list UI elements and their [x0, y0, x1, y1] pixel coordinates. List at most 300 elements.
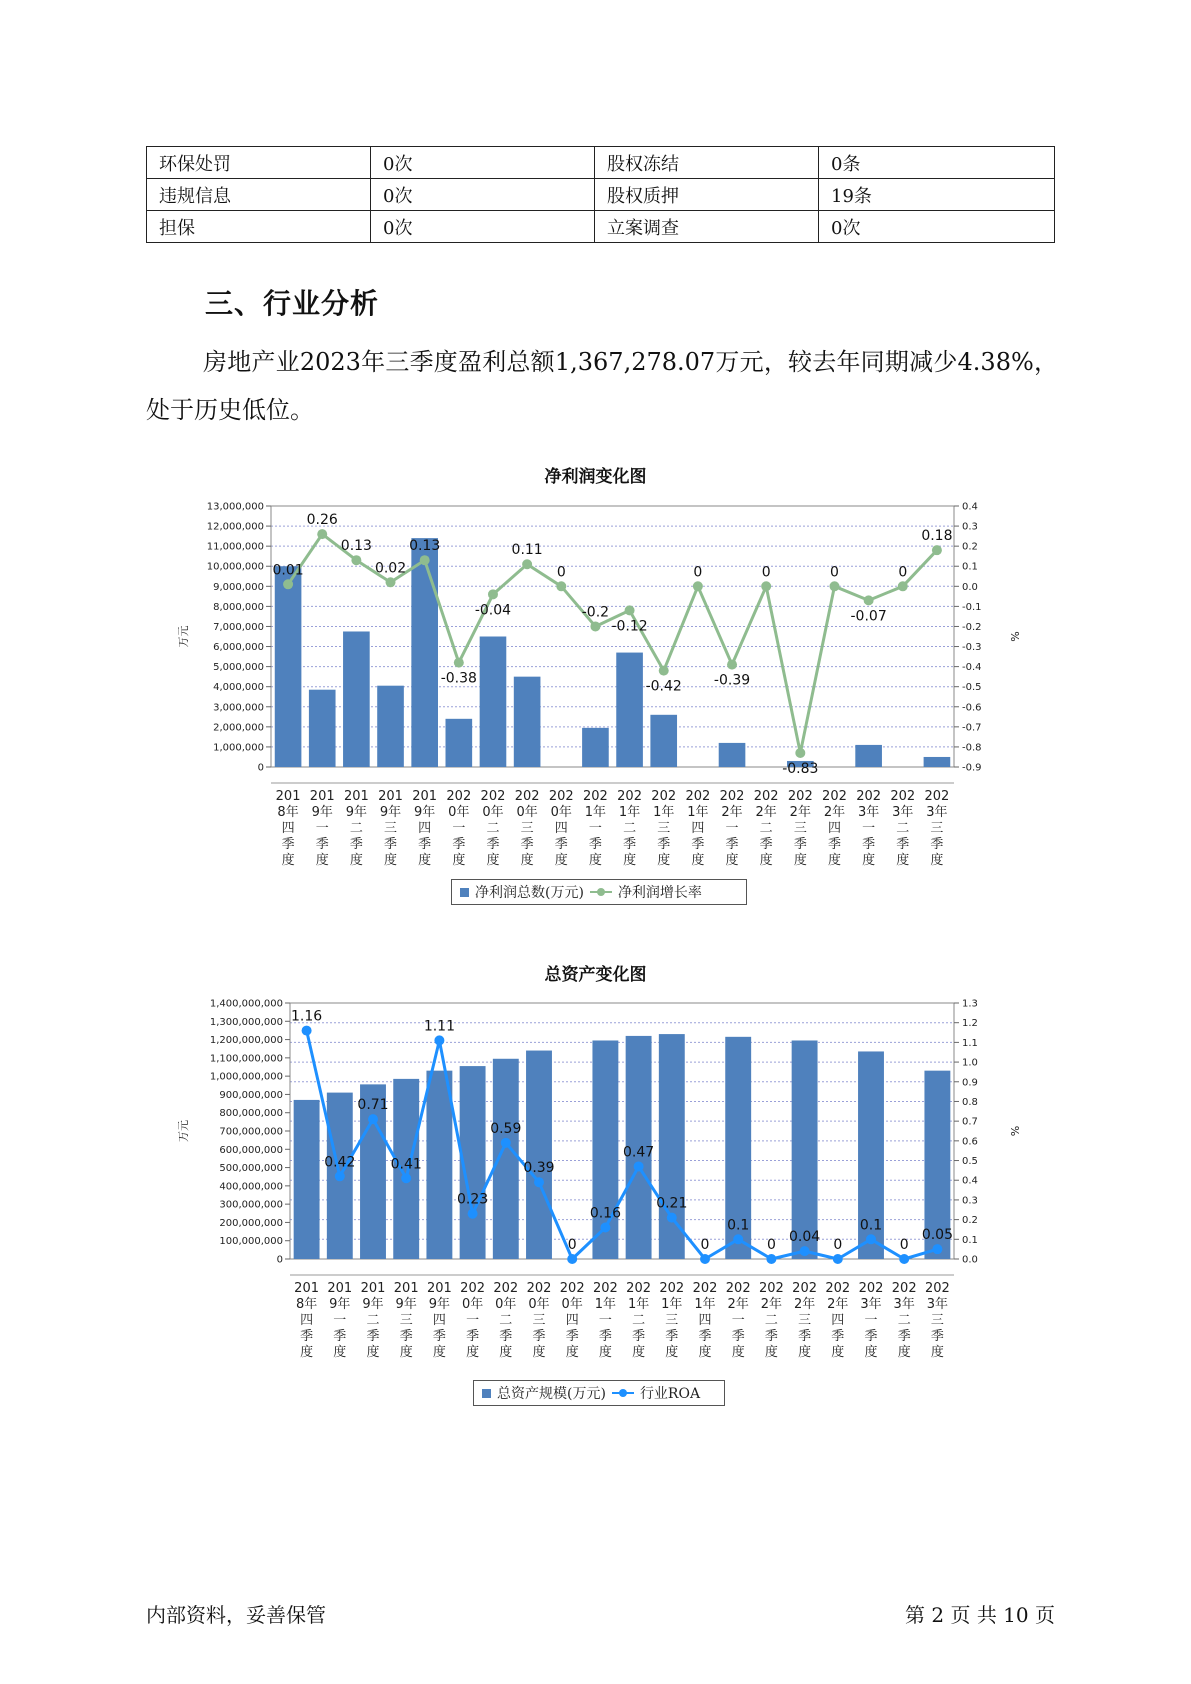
- y2-tick-label: 0.2: [962, 1215, 978, 1227]
- line-point: [368, 1114, 378, 1124]
- x-tick-label: 度: [827, 853, 841, 868]
- legend-bar-swatch: [460, 888, 469, 897]
- y2-tick-label: 1.2: [962, 1018, 978, 1030]
- data-label: 0: [761, 564, 771, 581]
- x-tick-label: 度: [466, 1345, 480, 1360]
- x-tick-label: 201: [378, 789, 403, 804]
- table-row: [147, 179, 1055, 211]
- x-tick-label: 202: [787, 789, 813, 804]
- x-tick-label: 二: [764, 1313, 778, 1328]
- bar: [446, 719, 473, 767]
- bar: [426, 1071, 452, 1259]
- x-tick-label: 度: [432, 1345, 446, 1360]
- data-label: 0.16: [589, 1205, 621, 1222]
- x-tick-label: 季: [657, 837, 671, 852]
- data-label: 0.04: [789, 1229, 821, 1246]
- bar: [659, 1034, 685, 1259]
- x-tick-label: 三: [532, 1313, 546, 1328]
- y2-tick-label: -0.8: [962, 742, 982, 754]
- table-cell: 股权质押: [595, 179, 819, 211]
- line-point: [401, 1173, 411, 1183]
- x-tick-label: 9年: [379, 805, 402, 820]
- data-label: 0.71: [357, 1097, 389, 1114]
- y-tick-label: 2,000,000: [213, 722, 264, 734]
- x-tick-label: 一: [315, 821, 329, 836]
- y-tick-label: 300,000,000: [219, 1199, 283, 1211]
- y2-tick-label: -0.9: [962, 762, 982, 774]
- line-point: [833, 1254, 843, 1264]
- plot-area: [290, 1003, 954, 1259]
- bar: [275, 566, 302, 767]
- line-point: [567, 1254, 577, 1264]
- x-tick-label: 202: [493, 1281, 519, 1296]
- x-tick-label: 度: [930, 853, 944, 868]
- x-tick-label: 季: [698, 1329, 712, 1344]
- y-tick-label: 6,000,000: [213, 642, 264, 654]
- x-tick-label: 季: [632, 1329, 646, 1344]
- x-tick-label: 2年: [823, 805, 846, 820]
- x-tick-label: 一: [588, 821, 602, 836]
- line-point: [932, 1244, 942, 1254]
- x-tick-label: 1年: [661, 1297, 683, 1312]
- x-tick-label: 度: [698, 1345, 712, 1360]
- x-tick-label: 1年: [687, 805, 709, 820]
- x-tick-label: 202: [792, 1281, 818, 1296]
- net-profit-chart: [175, 498, 1035, 878]
- data-label: -0.2: [581, 604, 610, 621]
- bar: [792, 1040, 818, 1259]
- data-label: 0: [567, 1237, 577, 1253]
- legend-line-swatch: [612, 1388, 634, 1398]
- x-tick-label: 2年: [827, 1297, 849, 1312]
- x-tick-label: 202: [617, 789, 642, 804]
- data-label: 0.18: [921, 528, 953, 545]
- y-tick-label: 1,000,000,000: [209, 1071, 283, 1083]
- x-tick-label: 二: [897, 1313, 911, 1328]
- x-tick-label: 0年: [516, 805, 538, 820]
- data-label: 0.42: [324, 1154, 356, 1171]
- x-tick-label: 二: [499, 1313, 513, 1328]
- table-cell: 立案调查: [595, 211, 819, 243]
- x-tick-label: 季: [598, 1329, 612, 1344]
- x-tick-label: 3年: [860, 1297, 882, 1312]
- x-tick-label: 度: [486, 853, 500, 868]
- x-tick-label: 二: [632, 1313, 646, 1328]
- y-tick-label: 10,000,000: [206, 561, 264, 573]
- y-tick-label: 200,000,000: [219, 1217, 283, 1229]
- y2-tick-label: -0.2: [962, 621, 982, 633]
- x-tick-label: 202: [651, 789, 677, 804]
- line-point: [335, 1171, 345, 1181]
- plot-area: [271, 506, 954, 767]
- x-tick-label: 度: [565, 1345, 579, 1360]
- x-tick-label: 三: [657, 821, 671, 836]
- x-tick-label: 2年: [721, 805, 743, 820]
- x-tick-label: 202: [659, 1281, 685, 1296]
- y-tick-label: 4,000,000: [213, 682, 264, 694]
- x-tick-label: 9年: [311, 805, 333, 820]
- x-tick-label: 9年: [329, 1297, 351, 1312]
- data-label: 0.01: [272, 562, 304, 579]
- y2-tick-label: 0.0: [962, 1254, 978, 1266]
- x-tick-label: 季: [418, 837, 432, 852]
- table-cell: 环保处罚: [147, 147, 371, 179]
- data-label: 0.47: [623, 1144, 655, 1161]
- x-tick-label: 三: [930, 821, 944, 836]
- bar: [526, 1051, 552, 1259]
- bar: [343, 631, 370, 767]
- x-tick-label: 季: [300, 1329, 314, 1344]
- line-point: [864, 595, 874, 605]
- y2-tick-label: -0.3: [962, 642, 982, 654]
- x-tick-label: 度: [418, 853, 432, 868]
- x-tick-label: 一: [731, 1313, 745, 1328]
- data-label: -0.83: [782, 760, 819, 777]
- x-tick-label: 202: [548, 789, 574, 804]
- y-tick-label: 700,000,000: [219, 1126, 283, 1138]
- data-label: 0.23: [457, 1191, 489, 1208]
- x-tick-label: 季: [399, 1329, 413, 1344]
- data-label: 0: [700, 1237, 710, 1253]
- line-point: [693, 581, 703, 591]
- x-tick-label: 季: [623, 837, 637, 852]
- y2-tick-label: 0.9: [962, 1077, 978, 1089]
- line-point: [501, 1138, 511, 1148]
- x-tick-label: 202: [685, 789, 711, 804]
- y2-tick-label: -0.1: [962, 601, 982, 613]
- bar: [309, 690, 336, 767]
- x-tick-label: 季: [862, 837, 876, 852]
- line-point: [761, 581, 771, 591]
- x-tick-label: 0年: [495, 1297, 517, 1312]
- x-tick-label: 8年: [277, 805, 299, 820]
- x-tick-label: 202: [825, 1281, 851, 1296]
- x-tick-label: 1年: [627, 1297, 650, 1312]
- line-point: [727, 660, 737, 670]
- x-tick-label: 202: [626, 1281, 652, 1296]
- data-label: 0.11: [511, 542, 543, 559]
- table-cell: 0条: [819, 147, 1055, 179]
- y2-tick-label: 0.0: [962, 581, 978, 593]
- y-tick-label: 500,000,000: [219, 1163, 283, 1175]
- x-tick-label: 202: [559, 1281, 585, 1296]
- x-tick-label: 季: [432, 1329, 446, 1344]
- x-tick-label: 202: [460, 1281, 486, 1296]
- line-point: [386, 577, 396, 587]
- line-point: [454, 658, 464, 668]
- legend-label: 净利润总数(万元): [475, 885, 584, 901]
- data-label: 0.13: [340, 538, 372, 555]
- x-tick-label: 度: [399, 1345, 413, 1360]
- x-tick-label: 季: [827, 837, 841, 852]
- x-tick-label: 201: [275, 789, 301, 804]
- x-tick-label: 季: [565, 1329, 579, 1344]
- net-profit-chart-title: 净利润变化图: [544, 467, 647, 487]
- industry-analysis-paragraph: 房地产业2023年三季度盈利总额1,367,278.07万元，较去年同期减少4.38%，处于历史低位。: [146, 348, 1058, 424]
- x-tick-label: 季: [452, 837, 466, 852]
- x-tick-label: 四: [827, 821, 841, 836]
- line-point: [659, 666, 669, 676]
- x-tick-label: 季: [864, 1329, 878, 1344]
- x-tick-label: 0年: [528, 1297, 550, 1312]
- x-tick-label: 9年: [414, 805, 436, 820]
- bar: [924, 757, 951, 767]
- x-tick-label: 度: [623, 853, 637, 868]
- x-tick-label: 202: [514, 789, 540, 804]
- table-cell: 违规信息: [147, 179, 371, 211]
- x-tick-label: 一: [598, 1313, 612, 1328]
- line-point: [468, 1209, 478, 1219]
- line-point: [600, 1222, 610, 1232]
- x-tick-label: 三: [399, 1313, 413, 1328]
- data-label: 0.39: [523, 1160, 555, 1177]
- data-label: 0: [766, 1237, 776, 1253]
- x-tick-label: 1年: [653, 805, 675, 820]
- x-tick-label: 季: [588, 837, 602, 852]
- line-point: [795, 748, 805, 758]
- x-tick-label: 度: [793, 853, 807, 868]
- x-tick-label: 202: [856, 789, 882, 804]
- x-tick-label: 度: [731, 1345, 745, 1360]
- x-tick-label: 三: [798, 1313, 812, 1328]
- x-tick-label: 一: [466, 1313, 480, 1328]
- x-tick-label: 季: [897, 1329, 911, 1344]
- x-tick-label: 度: [520, 853, 534, 868]
- y-tick-label: 800,000,000: [219, 1108, 283, 1120]
- x-tick-label: 度: [764, 1345, 778, 1360]
- footer-note: 内部资料，妥善保管: [146, 1603, 326, 1627]
- y2-tick-label: 0.7: [962, 1116, 978, 1128]
- bar: [650, 715, 677, 767]
- x-tick-label: 三: [930, 1313, 944, 1328]
- page-number: 第 2 页 共 10 页: [905, 1603, 1055, 1627]
- line-point: [351, 555, 361, 565]
- x-tick-label: 季: [315, 837, 329, 852]
- x-tick-label: 度: [862, 853, 876, 868]
- data-label: 0.26: [306, 512, 338, 529]
- x-tick-label: 0年: [448, 805, 470, 820]
- y2-tick-label: 0.1: [962, 561, 978, 573]
- data-label: 0.13: [409, 538, 441, 555]
- x-tick-label: 季: [665, 1329, 679, 1344]
- x-tick-label: 三: [384, 821, 398, 836]
- x-tick-label: 度: [281, 853, 295, 868]
- x-tick-label: 201: [294, 1281, 320, 1296]
- x-tick-label: 一: [725, 821, 739, 836]
- total-assets-chart-legend: [473, 1380, 725, 1406]
- bar: [377, 686, 404, 767]
- y2-axis-title: %: [1008, 1125, 1021, 1137]
- line-point: [534, 1177, 544, 1187]
- line-point: [522, 559, 532, 569]
- total-assets-chart-title: 总资产变化图: [544, 965, 647, 985]
- line-point: [488, 589, 498, 599]
- x-tick-label: 季: [466, 1329, 480, 1344]
- y2-tick-label: 0.4: [962, 501, 978, 513]
- x-tick-label: 202: [924, 1281, 950, 1296]
- x-tick-label: 2年: [727, 1297, 749, 1312]
- y2-tick-label: 0.3: [962, 1195, 978, 1207]
- data-label: 0.1: [859, 1217, 883, 1234]
- x-tick-label: 度: [315, 853, 329, 868]
- x-tick-label: 9年: [428, 1297, 451, 1312]
- x-tick-label: 度: [554, 853, 568, 868]
- x-tick-label: 四: [281, 821, 295, 836]
- bar: [855, 745, 882, 767]
- x-tick-label: 四: [418, 821, 432, 836]
- x-tick-label: 季: [793, 837, 807, 852]
- data-label: 0: [833, 1237, 843, 1253]
- data-label: 0: [898, 564, 908, 581]
- legend-label: 总资产规模(万元): [497, 1386, 606, 1402]
- x-tick-label: 2年: [793, 1297, 816, 1312]
- x-tick-label: 度: [725, 853, 739, 868]
- y2-tick-label: 1.1: [962, 1037, 978, 1049]
- x-tick-label: 季: [764, 1329, 778, 1344]
- x-tick-label: 度: [759, 853, 773, 868]
- data-label: -0.04: [474, 602, 512, 619]
- x-tick-label: 2年: [755, 805, 777, 820]
- net-profit-chart-legend: [451, 879, 747, 905]
- x-tick-label: 季: [520, 837, 534, 852]
- x-tick-label: 201: [360, 1281, 386, 1296]
- data-label: 0.59: [490, 1120, 522, 1137]
- x-tick-label: 3年: [926, 805, 948, 820]
- x-tick-label: 四: [698, 1313, 712, 1328]
- y-tick-label: 400,000,000: [219, 1181, 283, 1193]
- bar: [582, 728, 609, 767]
- x-tick-label: 0年: [550, 805, 572, 820]
- line-point: [625, 605, 635, 615]
- data-label: 0: [899, 1237, 909, 1253]
- x-tick-label: 度: [598, 1345, 612, 1360]
- y2-tick-label: 0.1: [962, 1234, 978, 1246]
- table-cell: 0次: [371, 211, 595, 243]
- y-tick-label: 1,000,000: [213, 742, 264, 754]
- x-tick-label: 201: [393, 1281, 419, 1296]
- x-tick-label: 202: [719, 789, 745, 804]
- x-tick-label: 一: [333, 1313, 347, 1328]
- x-tick-label: 一: [452, 821, 466, 836]
- x-tick-label: 3年: [893, 1297, 915, 1312]
- bar: [294, 1100, 320, 1259]
- line-point: [932, 545, 942, 555]
- y2-tick-label: 1.3: [962, 998, 978, 1010]
- data-label: -0.42: [645, 678, 682, 695]
- bar: [719, 743, 746, 767]
- data-label: 0.05: [921, 1227, 953, 1244]
- y2-tick-label: 0.2: [962, 541, 978, 553]
- x-tick-label: 季: [930, 1329, 944, 1344]
- x-tick-label: 季: [831, 1329, 845, 1344]
- total-assets-chart: [175, 995, 1035, 1375]
- x-tick-label: 9年: [362, 1297, 384, 1312]
- x-tick-label: 3年: [892, 805, 914, 820]
- y-tick-label: 9,000,000: [213, 581, 264, 593]
- y2-tick-label: -0.4: [962, 662, 982, 674]
- y2-tick-label: 0.3: [962, 521, 978, 533]
- y-tick-label: 7,000,000: [213, 621, 264, 633]
- x-tick-label: 度: [798, 1345, 812, 1360]
- x-tick-label: 201: [327, 1281, 353, 1296]
- x-tick-label: 季: [366, 1329, 380, 1344]
- data-label: 0.21: [656, 1195, 688, 1212]
- y2-tick-label: 0.6: [962, 1136, 978, 1148]
- data-label: 0: [830, 564, 839, 581]
- x-tick-label: 3年: [857, 805, 880, 820]
- x-tick-label: 二: [486, 821, 500, 836]
- x-tick-label: 1年: [694, 1297, 716, 1312]
- x-tick-label: 202: [480, 789, 506, 804]
- x-tick-label: 季: [725, 837, 739, 852]
- x-tick-label: 202: [692, 1281, 718, 1296]
- x-tick-label: 202: [891, 1281, 917, 1296]
- x-tick-label: 201: [412, 789, 438, 804]
- table-cell: 0次: [371, 147, 595, 179]
- x-tick-label: 度: [588, 853, 602, 868]
- x-tick-label: 度: [452, 853, 466, 868]
- line-point: [898, 581, 908, 591]
- x-tick-label: 季: [486, 837, 500, 852]
- y2-tick-label: -0.6: [962, 702, 982, 714]
- x-tick-label: 季: [759, 837, 773, 852]
- y-tick-label: 600,000,000: [219, 1144, 283, 1156]
- data-label: -0.07: [850, 608, 887, 625]
- x-tick-label: 202: [583, 789, 608, 804]
- x-tick-label: 202: [858, 1281, 884, 1296]
- x-tick-label: 度: [333, 1345, 347, 1360]
- x-tick-label: 四: [432, 1313, 446, 1328]
- line-point: [899, 1254, 909, 1264]
- x-tick-label: 9年: [395, 1297, 417, 1312]
- line-point: [866, 1234, 876, 1244]
- x-tick-label: 二: [366, 1313, 380, 1328]
- x-tick-label: 一: [862, 821, 876, 836]
- x-tick-label: 202: [890, 789, 916, 804]
- x-tick-label: 2年: [760, 1297, 783, 1312]
- x-tick-label: 度: [896, 853, 910, 868]
- y2-tick-label: 0.5: [962, 1156, 978, 1168]
- x-tick-label: 度: [300, 1345, 314, 1360]
- y2-tick-label: 0.4: [962, 1175, 978, 1187]
- table-row: [147, 147, 1055, 179]
- x-tick-label: 202: [822, 789, 847, 804]
- data-label: 1.16: [291, 1008, 323, 1025]
- x-tick-label: 四: [554, 821, 568, 836]
- table-cell: 19条: [819, 179, 1055, 211]
- y2-tick-label: 0.8: [962, 1096, 978, 1108]
- table-cell: 0次: [371, 179, 595, 211]
- x-tick-label: 季: [930, 837, 944, 852]
- line-point: [733, 1234, 743, 1244]
- x-tick-label: 季: [532, 1329, 546, 1344]
- x-tick-label: 1年: [594, 1297, 617, 1312]
- bar: [514, 677, 541, 767]
- table-cell: 0次: [819, 211, 1055, 243]
- legend-label: 行业ROA: [639, 1386, 701, 1402]
- risk-info-table: [146, 146, 1055, 243]
- x-tick-label: 201: [426, 1281, 452, 1296]
- x-tick-label: 一: [864, 1313, 878, 1328]
- x-tick-label: 202: [753, 789, 779, 804]
- x-tick-label: 度: [532, 1345, 546, 1360]
- table-row: [147, 211, 1055, 243]
- x-tick-label: 度: [657, 853, 671, 868]
- x-tick-label: 度: [632, 1345, 646, 1360]
- x-tick-label: 度: [349, 853, 363, 868]
- x-tick-label: 二: [759, 821, 773, 836]
- data-label: -0.39: [713, 672, 751, 689]
